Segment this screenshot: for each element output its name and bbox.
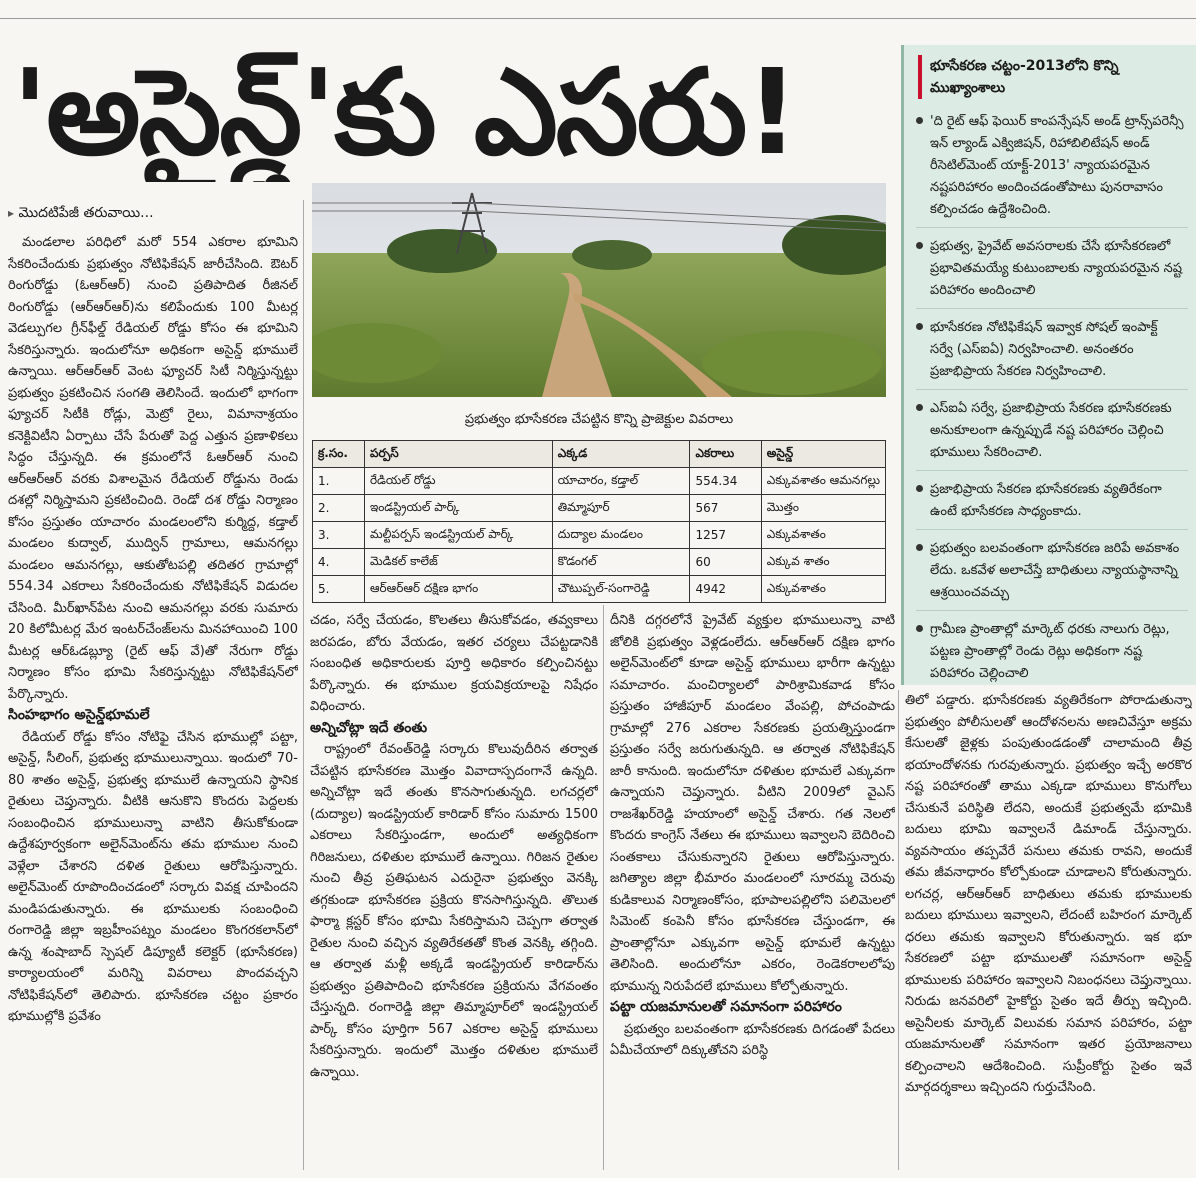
cell-acres: 60	[690, 549, 761, 576]
cell-purpose: రేడియల్ రోడ్డు	[364, 468, 552, 495]
sidebar-item	[916, 313, 1188, 390]
col2-paragraph-2: రాష్ట్రంలో రేవంత్‌రెడ్డి సర్కారు కొలువుదీరిన తర్వాత చేపట్టిన భూసేకరణ మొత్తం వివాదాస్పదంగానే ఉన్నది. అన్నిచోట్లా ఇదే తంతు కొనసాగుతున్నది. లగచర్లలో (దుద్యాల) ఇండస్ట్రియల్ కారిడార్ కోసం సుమారు 1500 ఎకరాలు సేకరిస్తుండగా, అందులో అత్యధికంగా గిరిజనులు, దళితుల భూములే ఉన్నాయి. గిరిజన రైతుల నుంచి తీవ్ర ప్రతిఘటన ఎదురైనా ప్రభుత్వం వెనక్కి తగ్గకుండా భూసేకరణ ప్రక్రియ కొనసాగిస్తున్నది. తొలుత ఫార్మా క్లస్టర్ కోసం భూమి సేకరిస్తామని చెప్పగా తర్వాత రైతుల నుంచి వచ్చిన వ్యతిరేకతతో కొంత వెనక్కి తగ్గింది. ఆ తర్వాత మళ్లీ అక్కడే ఇండస్ట్రియల్ కారిడార్‌ను ప్రభుత్వం ప్రతిపాదించి భూసేకరణ ప్రక్రియను వేగవంతం చేస్తున్నది. రంగారెడ్డి జిల్లా తిమ్మాపూర్‌లో ఇండస్ట్రియల్ పార్క్ కోసం పూర్తిగా 567 ఎకరాల అసైన్డ్ భూములు సేకరిస్తున్నారు. ఇందులో మొత్తం దళితుల భూములే ఉన్నాయి.	[310, 742, 598, 1080]
col1-subhead: సింహభాగం అసైన్డ్‌భూమలే	[8, 707, 150, 723]
col2-subhead: అన్నిచోట్లా ఇదే తంతు	[310, 719, 428, 736]
col-header-serial: క్ర.సం.	[313, 441, 365, 468]
cell-acres: 1257	[690, 522, 761, 549]
column-3	[610, 610, 895, 1175]
cell-serial: 5.	[313, 576, 365, 603]
col1-paragraph-1: మండలాల పరిధిలో మరో 554 ఎకరాల భూమిని సేకరించేందుకు ప్రభుత్వం నోటిఫికేషన్ జారీచేసింది. ఔటర్ రింగురోడ్డు (ఓఆర్ఆర్) నుంచి ప్రతిపాదిత రీజినల్ రింగురోడ్డు (ఆర్ఆర్ఆర్)ను కలిపేందుకు 100 మీటర్ల వెడల్పుగల గ్రీన్‌ఫీల్డ్ రేడియల్ రోడ్డు కోసం ఈ భూమిని సేకరిస్తున్నారు. ఇందులోనూ అధికంగా అసైన్డ్ భూములే ఉన్నాయి. ఆర్ఆర్ఆర్ వెంట ఫ్యూచర్ సిటీ నిర్మిస్తున్నట్టు ప్రభుత్వం ప్రకటించిన సంగతి తెలిసిందే. ఇందులో భాగంగా ఫ్యూచర్ సిటీకి రోడ్లు, మెట్రో రైలు, విమానాశ్రయం కనెక్టివిటీని ఏర్పాటు చేసే పేరుతో పెద్ద ఎత్తున ప్రణాళికలు సిద్ధం చేస్తున్నది. ఈ క్రమంలోనే ఓఆర్ఆర్ నుంచి ఆర్ఆర్ఆర్ వరకు విశాలమైన రేడియల్ రోడ్డును రెండు దశల్లో నిర్మిస్తామని ప్రకటించింది. రెండో దశ రోడ్డు నిర్మాణం కోసం ప్రస్తుతం యాచారం మండలంలోని కుర్మిద్ద, కడ్తాల్ మండలం కుద్వాల్, ముద్విన్ గ్రామాలు, ఆమనగల్లు మండలం ఆమనగల్లు, ఆకుతోటపల్లి తదితర గ్రామాల్లో 554.34 ఎకరాలు సేకరించేందుకు నోటిఫికేషన్ విడుదల చేసింది. మీర్‌ఖాన్‌పేట నుంచి ఆమనగల్లు వరకు సుమారు 20 కిలోమీటర్ల మేర ఇంటర్‌చేంజ్‌లను మినహాయించి 100 మీటర్ల ఆర్‌ఓడబ్ల్యూ (రైట్ ఆఫ్ వే)తో నేరుగా రోడ్డు నిర్మాణం కోసం భూమి సేకరిస్తున్నట్టు నోటిఫికేషన్‌లో పేర్కొన్నారు.	[8, 235, 298, 702]
cell-serial: 1.	[313, 468, 365, 495]
cell-serial: 4.	[313, 549, 365, 576]
cell-serial: 2.	[313, 495, 365, 522]
field-photo-illustration	[312, 183, 886, 397]
sidebar-item	[916, 107, 1188, 228]
column-divider	[603, 605, 604, 1170]
col3-paragraph-1: దీనికి దగ్గరలోనే ప్రైవేట్ వ్యక్తుల భూములున్నా వాటి జోలికి ప్రభుత్వం వెళ్లడంలేదు. ఆర్ఆర్ఆర్ దక్షిణ భాగం అలైన్‌మెంట్‌లో కూడా అసైన్డ్ భూములు భారీగా ఉన్నట్టు సమాచారం. మంచిర్యాలలో పారిశ్రామికవాడ కోసం ప్రస్తుతం హాజీపూర్ మండలం వేంపల్లి, పోచంపాడు గ్రామాల్లో 276 ఎకరాల సేకరణకు ప్రయత్నిస్తుండగా ప్రస్తుతం సర్వే జరుగుతున్నది. ఆ తర్వాత నోటిఫికేషన్ జారీ కానుంది. ఇందులోనూ దళితుల భూమలే ఎక్కువగా ఉన్నాయని చెప్తున్నారు. వీటిని 2009లో వైఎస్ రాజశేఖర్‌రెడ్డి హయాంలో అసైన్డ్ చేశారు. గత నెలలో కొందరు కాంగ్రెస్ నేతలు ఈ భూములు ఇవ్వాలని బెదిరించి సంతకాలు చేసుకున్నారని రైతులు ఆరోపిస్తున్నారు. జగిత్యాల జిల్లా భీమారం మండలంలో సూరమ్మ చెరువు కుడికాలువ నిర్మాణంకోసం, భూపాలపల్లిలోని పలిమెలలో సిమెంట్ కంపెనీ కోసం భూసేకరణ చేస్తుండగా, ఈ ప్రాంతాల్లోనూ ఎక్కువగా అసైన్డ్ భూమలే ఉన్నట్టు తెలిసింది. అందులోనూ ఎకరం, రెండెకరాలలోపు భూమున్న నిరుపేదలే భూములు కోల్పోతున్నారు.	[610, 613, 895, 994]
column-divider	[303, 200, 304, 1170]
sidebar-item-text: ప్రభుత్వం బలవంతంగా భూసేకరణ జరిపే అవకాశం లేదు. ఒకవేళ అలాచేస్తే బాధితులు న్యాయస్థానాన్ని ఆశ్రయించవచ్చు	[930, 541, 1180, 600]
col-header-assigned: అసైన్డ్	[761, 441, 885, 468]
sidebar-item	[916, 475, 1188, 530]
cell-assigned: మొత్తం	[761, 495, 885, 522]
col4-paragraph-1: తిలో పడ్డారు. భూసేకరణకు వ్యతిరేకంగా పోరాడుతున్నా ప్రభుత్వం పోలీసులతో ఆందోళనలను అణచివేస్తూ అక్రమ కేసులతో జైళ్లకు పంపుతుండడంతో చాలామంది తీవ్ర భయాందోళనకు గురవుతున్నారు. ప్రభుత్వం ఇచ్చే అరకొర నష్ట పరిహారంతో తాము ఎక్కడా భూములు కొనుగోలు చేసుకునే పరిస్థితి లేదని, అందుకే ప్రభుత్వమే భూమికి బదులు భూమి ఇవ్వాలనే డిమాండ్ చేస్తున్నారు. వ్యవసాయం తప్పవేరే పనులు తమకు రావని, అందుకే తమ జీవనాధారం కోల్పోకుండా చూడాలని కోరుతున్నారు. లగచర్ల, ఆర్ఆర్ఆర్ బాధితులు తమకు భూములకు బదులు భూములు ఇవ్వాలని, లేదంటే బహిరంగ మార్కెట్ ధరలు తమకు ఇవ్వాలని కోరుతున్నారు. ఇక భూ సేకరణలో పట్టా భూములతో సమానంగా అసైన్డ్ భూములకు పరిహారం ఇవ్వాలని నిబంధనలు చెప్తున్నాయి. నిరుడు జనవరిలో హైకోర్టు సైతం ఇదే తీర్పు ఇచ్చింది. అసైనీలకు మార్కెట్ విలువకు సమాన పరిహారం, పట్టా యజమానులతో సమానంగా ఇతర ప్రయోజనాలు కల్పించాలని ఆదేశించింది. సుప్రీంకోర్టు సైతం ఇవే మార్గదర్శకాలు ఇచ్చిందని గుర్తుచేసింది.	[905, 693, 1192, 1095]
article-photo	[312, 183, 886, 397]
cell-acres: 554.34	[690, 468, 761, 495]
col-header-purpose: పర్పస్	[364, 441, 552, 468]
cell-location: చౌటుప్పల్-సంగారెడ్డి	[552, 576, 690, 603]
cell-assigned: ఎక్కువశాతం	[761, 522, 885, 549]
sidebar-item	[916, 615, 1188, 691]
sidebar-item-text: 'ది రైట్ ఆఫ్ ఫెయిర్ కాంపన్సేషన్ అండ్ ట్రాన్స్‌పరెన్సీ ఇన్ ల్యాండ్ ఎక్విజిషన్, రిహాబిలిటేషన్ అండ్ రీసెటిల్‌మెంట్ యాక్ట్-2013' న్యాయపరమైన నష్టపరిహారం అందించడంతోపాటు పునరావాసం కల్పించడం ఉద్దేశించింది.	[930, 114, 1184, 217]
sidebar-item-text: గ్రామీణ ప్రాంతాల్లో మార్కెట్ ధరకు నాలుగు రెట్లు, పట్టణ ప్రాంతాల్లో రెండు రెట్లు అధికంగా నష్ట పరిహారం చెల్లించాలి	[930, 622, 1170, 681]
sidebar-item-text: భూసేకరణ నోటిఫికేషన్ ఇవ్వాక సోషల్ ఇంపాక్ట్ సర్వే (ఎస్ఐఏ) నిర్వహించాలి. అనంతరం ప్రజాభిప్రాయ సేకరణ నిర్వహించాలి.	[930, 320, 1158, 379]
col-header-acres: ఎకరాలు	[690, 441, 761, 468]
column-4	[905, 690, 1192, 1175]
cell-acres: 567	[690, 495, 761, 522]
sidebar-item	[916, 534, 1188, 611]
sidebar-title: భూసేకరణ చట్టం-2013లోని కొన్ని ముఖ్యాంశాలు	[918, 55, 1186, 99]
cell-location: తిమ్మాపూర్	[552, 495, 690, 522]
cell-assigned: ఎక్కువ శాతం	[761, 549, 885, 576]
table-row	[313, 468, 886, 495]
sidebar-item-text: ఎస్ఐఏ సర్వే, ప్రజాభిప్రాయ సేకరణ భూసేకరణకు అనుకూలంగా ఉన్నప్పుడే నష్ట పరిహారం చెల్లించి భూములు సేకరించాలి.	[930, 401, 1172, 460]
table-title: ప్రభుత్వం భూసేకరణ చేపట్టిన కొన్ని ప్రాజెక్టుల వివరాలు	[464, 412, 734, 427]
column-2	[310, 610, 598, 1175]
cell-serial: 3.	[313, 522, 365, 549]
cell-assigned: ఎక్కువశాతం ఆమనగల్లు	[761, 468, 885, 495]
table-row	[313, 522, 886, 549]
table-row	[313, 576, 886, 603]
kicker-text: మొదటిపేజీ తరువాయి...	[18, 205, 154, 221]
continued-from-front-page	[8, 205, 298, 224]
col-header-location: ఎక్కడ	[552, 441, 690, 468]
table-row	[313, 549, 886, 576]
cell-assigned: ఎక్కువశాతం	[761, 576, 885, 603]
headline: 'అసైన్డ్'కు ఎసరు!	[12, 43, 798, 181]
cell-location: కొడంగల్	[552, 549, 690, 576]
col2-paragraph-1: చడం, సర్వే చేయడం, కొలతలు తీసుకోవడం, తవ్వకాలు జరపడం, బోరు వేయడం, ఇతర చర్యలు చేపట్టడానికి సంబంధిత అధికారులకు పూర్తి అధికారం కల్పించినట్టు పేర్కొన్నారు. ఈ భూముల క్రయవిక్రయాలపై నిషేధం విధించారు.	[310, 613, 598, 714]
cell-purpose: మల్టీపర్పస్ ఇండస్ట్రియల్ పార్క్	[364, 522, 552, 549]
col3-paragraph-2: ప్రభుత్వం బలవంతంగా భూసేకరణకు దిగడంతో పేదలు ఏమీచేయాలో దిక్కుతోచని పరిస్థి	[610, 1021, 895, 1058]
bullet-icon	[916, 625, 923, 632]
cell-purpose: ఇండస్ట్రియల్ పార్క్	[364, 495, 552, 522]
column-divider	[898, 690, 899, 1170]
table-row	[313, 495, 886, 522]
bullet-icon	[916, 117, 923, 124]
col1-paragraph-2: రేడియల్ రోడ్డు కోసం నోటిఫై చేసిన భూముల్లో పట్టా, అసైన్డ్, సీలింగ్, ప్రభుత్వ భూములున్నాయి. ఇందులో 70-80 శాతం అసైన్డ్, ప్రభుత్వ భూములే ఉన్నాయని స్థానిక రైతులు చెప్తున్నారు. వీటికి ఆనుకొని కొందరు పెద్దలకు సంబంధించిన భూములున్నా వాటిని తీసుకోకుండా ఉద్దేశపూర్వకంగా అలైన్‌మెంట్‌ను తమ భూముల నుంచి వెళ్లేలా చేశారని దళిత రైతులు ఆరోపిస్తున్నారు. అలైన్‌మెంట్ రూపొందించడంలో సర్కారు వివక్ష చూపిందని మండిపడుతున్నారు. ఈ భూములకు సంబంధించి రంగారెడ్డి జిల్లా ఇబ్రహీంపట్నం మండలం కొంగరకలాన్‌లో ఉన్న శంషాబాద్ స్పెషల్ డిప్యూటీ కలెక్టర్ (భూసేకరణ) కార్యాలయంలో మరిన్ని వివరాలు పొందవచ్చని నోటిఫికేషన్‌లో తెలిపారు. భూసేకరణ చట్టం ప్రకారం భూముల్లోకి ప్రవేశం	[8, 729, 298, 1024]
col3-subhead: పట్టా యజమానులతో సమానంగా పరిహారం	[610, 999, 842, 1015]
sidebar-item	[916, 394, 1188, 471]
bullet-icon	[916, 404, 923, 411]
bullet-icon	[916, 485, 923, 492]
sidebar-item	[916, 232, 1188, 309]
bullet-icon	[916, 323, 923, 330]
key-points-sidebar	[901, 45, 1196, 685]
arrow-icon: ▸	[8, 206, 15, 220]
cell-location: యాచారం, కడ్తాల్	[552, 468, 690, 495]
cell-location: దుద్యాల మండలం	[552, 522, 690, 549]
bullet-icon	[916, 242, 923, 249]
table-header-row	[313, 441, 886, 468]
projects-table	[312, 440, 886, 603]
column-1	[8, 232, 298, 1172]
bullet-icon	[916, 544, 923, 551]
cell-acres: 4942	[690, 576, 761, 603]
cell-purpose: ఆర్ఆర్ఆర్ దక్షిణ భాగం	[364, 576, 552, 603]
sidebar-item-text: ప్రభుత్వ, ప్రైవేట్ అవసరాలకు చేసే భూసేకరణలో ప్రభావితమయ్యే కుటుంబాలకు న్యాయపరమైన నష్ట పరిహారం అందించాలి	[930, 239, 1183, 298]
sidebar-item-text: ప్రజాభిప్రాయ సేకరణ భూసేకరణకు వ్యతిరేకంగా ఉంటే భూసేకరణ సాధ్యంకాదు.	[930, 482, 1162, 519]
cell-purpose: మెడికల్ కాలేజ్	[364, 549, 552, 576]
top-strip	[0, 0, 1196, 19]
